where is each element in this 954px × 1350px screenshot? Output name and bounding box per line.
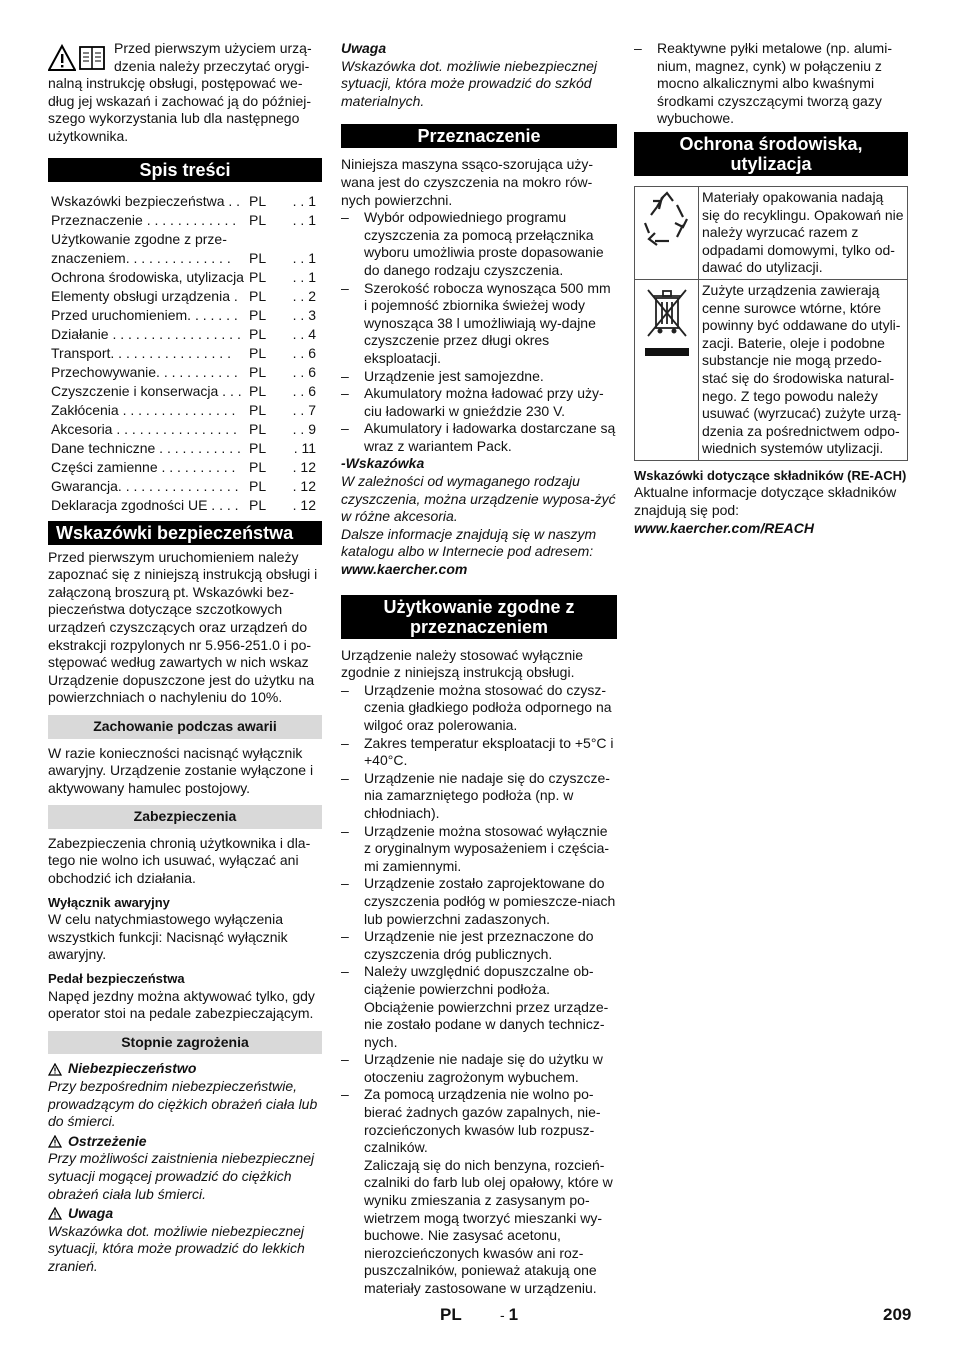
intro-text: Przed pierwszym użyciem urzą-dzenia należy przeczytać orygi-nalną instrukcję obsługi, postępować we-dług jej wskazań i zachować ją do później-szego wykorzystania lub dla następnego użytkownika. — [48, 40, 312, 144]
toc-row[interactable] — [48, 192, 322, 211]
list-item — [341, 1086, 617, 1297]
list-item: – Urządzenie zostało zaprojektowane do czyszczenia podłóg w pomieszcze-niach lub powierzchni zadaszonych. — [341, 875, 617, 928]
reach-text: Aktualne informacje dotyczące składników znajdują się pod: — [634, 484, 897, 519]
toc-entry-title: Użytkowanie zgodne z prze- — [51, 230, 227, 247]
page-footer — [0, 1306, 954, 1330]
estop-text: W celu natychmiastowego wyłączenia wszystkich funkcji: Nacisnąć wyłącznik awaryjny. — [48, 911, 288, 963]
environment-title: Ochrona środowiska, utylizacja — [634, 132, 908, 176]
reach-link[interactable]: www.kaercher.com/REACH — [634, 519, 814, 536]
toc-entry-page: . . 4 — [292, 325, 316, 342]
toc-entry-page: . . 1 — [292, 192, 316, 209]
toc-entry-lang: PL — [249, 192, 267, 209]
list-item: – Urządzenie nie nadaje się do użytku w otoczeniu zagrożonym wybuchem. — [341, 1051, 617, 1086]
toc-entry-title: Przechowywanie. . . . . . . . . . . — [51, 363, 238, 380]
toc-entry-title: Dane techniczne . . . . . . . . . . . — [51, 439, 241, 456]
danger-text: Przy bezpośrednim niebezpieczeństwie, prowadzącym do ciężkich obrażeń ciała lub do śmierci. — [48, 1078, 318, 1130]
intro-block — [48, 40, 322, 146]
toc-entry-lang: PL — [249, 325, 267, 342]
hint-text: W zależności od wymaganego rodzaju czyszczenia, można urządzenie wyposa-żyć w różne akcesoria. — [341, 473, 616, 525]
toc-entry-page: . . 9 — [292, 420, 316, 437]
warning-triangle-icon — [48, 44, 76, 72]
toc-row[interactable] — [48, 211, 322, 230]
toc-entry-page: . 12 — [292, 477, 316, 494]
warning-triangle-icon — [48, 1135, 62, 1148]
pedal-text: Napęd jezdny można aktywować tylko, gdy operator stoi na pedale zabezpieczającym. — [48, 987, 315, 1022]
table-row — [635, 186, 908, 279]
metal-list — [634, 40, 908, 128]
section-dash: - — [500, 1307, 505, 1323]
danger-label: Niebezpieczeństwo — [68, 1060, 197, 1077]
intended-use-text: Urządzenie należy stosować wyłącznie zgodnie z niniejszą instrukcją obsługi. — [341, 646, 583, 681]
list-item-continuation: Zaliczają się do nich benzyna, rozcień-czalniki do farb lub olej opałowy, które w wyniku zmieszania z zasysanym po-wietrzem mogą tworzyć mieszanki wy-buchowe. Nie zasysać acetonu, nierozcieńczonych kwasów ani roz-puszczalników, ponieważ atakują one materiały zastosowane w urządzeniu. — [364, 1156, 613, 1296]
toc-entry-page: . 11 — [293, 439, 316, 456]
toc-entry-title: Akcesoria . . . . . . . . . . . . . . . . — [51, 420, 237, 437]
intended-use-title: Użytkowanie zgodne z przeznaczeniem — [341, 595, 617, 639]
emergency-text: W razie konieczności nacisnąć wyłącznik awaryjny. Urządzenie zostanie wyłączone i aktywowany hamulec postojowy. — [48, 744, 314, 796]
packaging-text: Materiały opakowania nadają się do recyklingu. Opakowań nie należy wyrzucać razem z odpadami domowymi, tylko od-dawać do utylizacji. — [699, 186, 908, 279]
toc-entry-title: Części zamienne . . . . . . . . . . — [51, 458, 236, 475]
toc-row[interactable] — [48, 306, 322, 325]
list-item: – Zakres temperatur eksploatacji to +5°C i +40°C. — [341, 735, 617, 770]
devices-text: Zużyte urządzenia zawierają cenne surowce wtórne, które powinny być oddawane do utyli-zacji. Baterie, oleje i podobne substancje nie mogą przedo-stać się do środowiska natural-nego. Z tego powodu należy usuwać (wyrzucać) zużyte urzą-dzenia za pośrednictwem odpo-wiednich systemów utylizacji. — [699, 279, 908, 460]
recycle-icon-cell — [635, 186, 699, 279]
emergency-title: Zachowanie podczas awarii — [48, 715, 322, 739]
toc-entry-page: . . 1 — [292, 268, 316, 285]
purpose-title: Przeznaczenie — [341, 124, 617, 148]
crossed-bin-icon — [642, 282, 692, 362]
toc-row[interactable] — [48, 344, 322, 363]
toc-entry-title: Zakłócenia . . . . . . . . . . . . . . . — [51, 401, 236, 418]
table-of-contents — [48, 192, 322, 515]
toc-entry-lang: PL — [249, 401, 267, 418]
toc-entry-lang — [246, 230, 280, 249]
purpose-text: Niniejsza maszyna ssąco-szorująca uży-wana jest do czyszczenia na mokro rów-nych powierzchni. — [341, 156, 594, 208]
toc-entry-page: . 12 — [292, 458, 316, 475]
toc-row[interactable] — [48, 287, 322, 306]
table-row — [635, 279, 908, 460]
weee-icon-cell — [635, 279, 699, 460]
note-text: Wskazówka dot. możliwie niebezpiecznej sytuacji, która może prowadzić do szkód materialnych. — [341, 57, 597, 109]
warning-triangle-icon — [48, 1063, 62, 1076]
toc-entry-lang: PL — [249, 382, 267, 399]
toc-entry-title: Wskazówki bezpieczeństwa . . — [51, 192, 241, 209]
safety-text: Przed pierwszym uruchomieniem należy zapoznać się z niniejszą instrukcją obsługi i załączoną broszurą pt. Wskazówki bez-pieczeństwa dotyczące szczotkowych urządzeń czyszczących oraz urządzeń do ekstrakcji rozpylonych nr 5.956-251.0 i po-stępować według zawartych w nich wskaz Urządzenie dopuszczone jest do użytku na powierzchniach o nachyleniu do 10%. — [48, 548, 318, 706]
list-item: – Wybór odpowiedniego programu czyszczenia za pomocą przełącznika wyboru umożliwia proste dopasowanie do danego rodzaju czyszczenia. — [341, 209, 617, 279]
toc-entry-title: Gwarancja. . . . . . . . . . . . . . . . — [51, 477, 239, 494]
toc-row[interactable] — [48, 477, 322, 496]
list-item: – Akumulatory można ładować przy uży-ciu ładowarki w gnieździe 230 V. — [341, 385, 617, 420]
toc-entry-page: . . 6 — [292, 344, 316, 361]
toc-entry-title: Przeznaczenie . . . . . . . . . . . . — [51, 211, 237, 228]
language-code: PL — [440, 1305, 462, 1324]
protection-text: Zabezpieczenia chronią użytkownika i dla-tego nie wolno ich usuwać, wyłączać ani obchodzić ich działania. — [48, 834, 311, 887]
column-3 — [634, 40, 908, 537]
warning-heading — [48, 1133, 322, 1151]
toc-entry-lang: PL — [249, 306, 267, 323]
danger-heading — [48, 1060, 322, 1078]
toc-entry-page: . . 6 — [292, 363, 316, 380]
list-item: – Urządzenie nie nadaje się do czyszcze-nia zamarzniętego podłoża (np. w chłodniach). — [341, 770, 617, 823]
toc-row[interactable] — [48, 420, 322, 439]
toc-row[interactable] — [48, 496, 322, 515]
column-2 — [341, 40, 617, 1298]
toc-entry-title: Transport. . . . . . . . . . . . . . . . — [51, 344, 231, 361]
toc-entry-lang: PL — [249, 477, 267, 494]
toc-entry-title: Deklaracja zgodności UE . . . . — [51, 496, 239, 513]
toc-entry-page: . . 3 — [292, 306, 316, 323]
toc-entry-page: . . 7 — [292, 401, 316, 418]
list-item: – Szerokość robocza wynosząca 500 mm i pojemność zbiornika świeżej wody wynosząca 38 l umożliwiają wy-dajne czyszczenie przez długi okres eksploatacji. — [341, 280, 617, 368]
page-number: 209 — [883, 1305, 912, 1324]
warning-text: Przy możliwości zaistnienia niebezpiecznej sytuacji mogącej prowadzić do ciężkich obrażeń ciała lub śmierci. — [48, 1150, 315, 1202]
section-number — [500, 1306, 518, 1325]
list-item: – Urządzenie można stosować do czysz-czenia gładkiego podłoża odpornego na wilgoć oraz polerowania. — [341, 682, 617, 735]
toc-row[interactable] — [48, 268, 322, 287]
toc-entry-page — [280, 230, 322, 249]
caution-heading — [48, 1205, 322, 1223]
kaercher-link[interactable]: www.kaercher.com — [341, 561, 468, 578]
list-item-text: Za pomocą urządzenia nie wolno po-bierać żadnych gazów zapalnych, nie-rozcieńczonych kwasów lub rozpusz-czalników. — [364, 1086, 601, 1156]
toc-row[interactable] — [48, 439, 322, 458]
toc-entry-title: znaczeniem. . . . . . . . . . . . . . — [51, 249, 231, 266]
recycle-icon — [639, 189, 695, 249]
caution-text: Wskazówka dot. możliwie niebezpiecznej sytuacji, która może prowadzić do lekkich zranień. — [48, 1222, 305, 1274]
purpose-list — [341, 209, 617, 455]
column-1 — [48, 40, 322, 1276]
toc-entry-lang: PL — [249, 496, 267, 513]
toc-row[interactable] — [48, 230, 322, 249]
toc-entry-lang: PL — [249, 363, 267, 380]
warning-triangle-icon — [48, 1207, 62, 1220]
list-item: – Akumulatory i ładowarka dostarczane są wraz z wariantem Pack. — [341, 420, 617, 455]
environment-table — [634, 186, 908, 461]
hint-text-2: Dalsze informacje znajdują się w naszym katalogu albo w Internecie pod adresem: — [341, 525, 597, 560]
toc-entry-lang: PL — [249, 420, 267, 437]
safety-title: Wskazówki bezpieczeństwa — [48, 521, 322, 545]
reach-heading: Wskazówki dotyczące składników (RE-ACH) — [634, 467, 907, 483]
toc-entry-page: . . 1 — [292, 249, 316, 266]
toc-row[interactable] — [48, 401, 322, 420]
toc-entry-lang: PL — [249, 249, 267, 266]
toc-entry-lang: PL — [249, 211, 267, 228]
estop-heading: Wyłącznik awaryjny — [48, 894, 170, 910]
hint-heading: -Wskazówka — [341, 455, 425, 472]
toc-entry-lang: PL — [249, 344, 267, 361]
toc-entry-title: Elementy obsługi urządzenia . — [51, 287, 238, 304]
list-item-text: Należy uwzględnić dopuszczalne ob-ciążenie powierzchni podłoża. — [364, 963, 594, 997]
section-num: 1 — [508, 1305, 519, 1324]
intended-use-list — [341, 682, 617, 1298]
list-item: – Urządzenie można stosować wyłącznie z oryginalnym wyposażeniem i częścia-mi zamiennymi. — [341, 823, 617, 876]
toc-entry-title: Działanie . . . . . . . . . . . . . . . . . — [51, 325, 241, 342]
toc-entry-page: . . 1 — [292, 211, 316, 228]
toc-entry-lang: PL — [249, 268, 267, 285]
toc-row[interactable] — [48, 249, 322, 268]
list-item-continuation: Obciążenie powierzchni przez urządze-nie zostało podane w danych technicz-nych. — [364, 998, 609, 1050]
toc-entry-title: Czyszczenie i konserwacja . . . — [51, 382, 242, 399]
toc-entry-page: . . 6 — [292, 382, 316, 399]
list-item — [341, 963, 617, 1051]
toc-entry-page: . . 2 — [292, 287, 316, 304]
toc-title: Spis treści — [48, 158, 322, 182]
warning-label: Ostrzeżenie — [68, 1132, 147, 1149]
list-item: – Urządzenie jest samojezdne. — [341, 368, 617, 386]
note-heading: Uwaga — [341, 40, 387, 56]
toc-entry-title: Ochrona środowiska, utylizacja — [51, 268, 244, 285]
toc-row[interactable] — [48, 458, 322, 477]
intro-icons — [48, 44, 110, 72]
toc-row[interactable] — [48, 325, 322, 344]
protection-title: Zabezpieczenia — [48, 805, 322, 829]
toc-entry-lang: PL — [249, 439, 267, 456]
caution-label: Uwaga — [68, 1205, 114, 1222]
list-item: – Urządzenie nie jest przeznaczone do czyszczenia dróg publicznych. — [341, 928, 617, 963]
manual-book-icon — [78, 44, 106, 72]
toc-entry-page: . 12 — [292, 496, 316, 513]
toc-row[interactable] — [48, 382, 322, 401]
toc-entry-lang: PL — [249, 287, 267, 304]
list-item: – Reaktywne pyłki metalowe (np. alumi-nium, magnez, cynk) w połączeniu z mocno alkalicznymi albo kwaśnymi środkami czyszczącymi tworzą gazy wybuchowe. — [634, 40, 908, 128]
toc-entry-title: Przed uruchomieniem. . . . . . . — [51, 306, 238, 323]
pedal-heading: Pedał bezpieczeństwa — [48, 971, 185, 987]
toc-row[interactable] — [48, 363, 322, 382]
hazard-levels-title: Stopnie zagrożenia — [48, 1031, 322, 1055]
toc-entry-lang: PL — [249, 458, 267, 475]
